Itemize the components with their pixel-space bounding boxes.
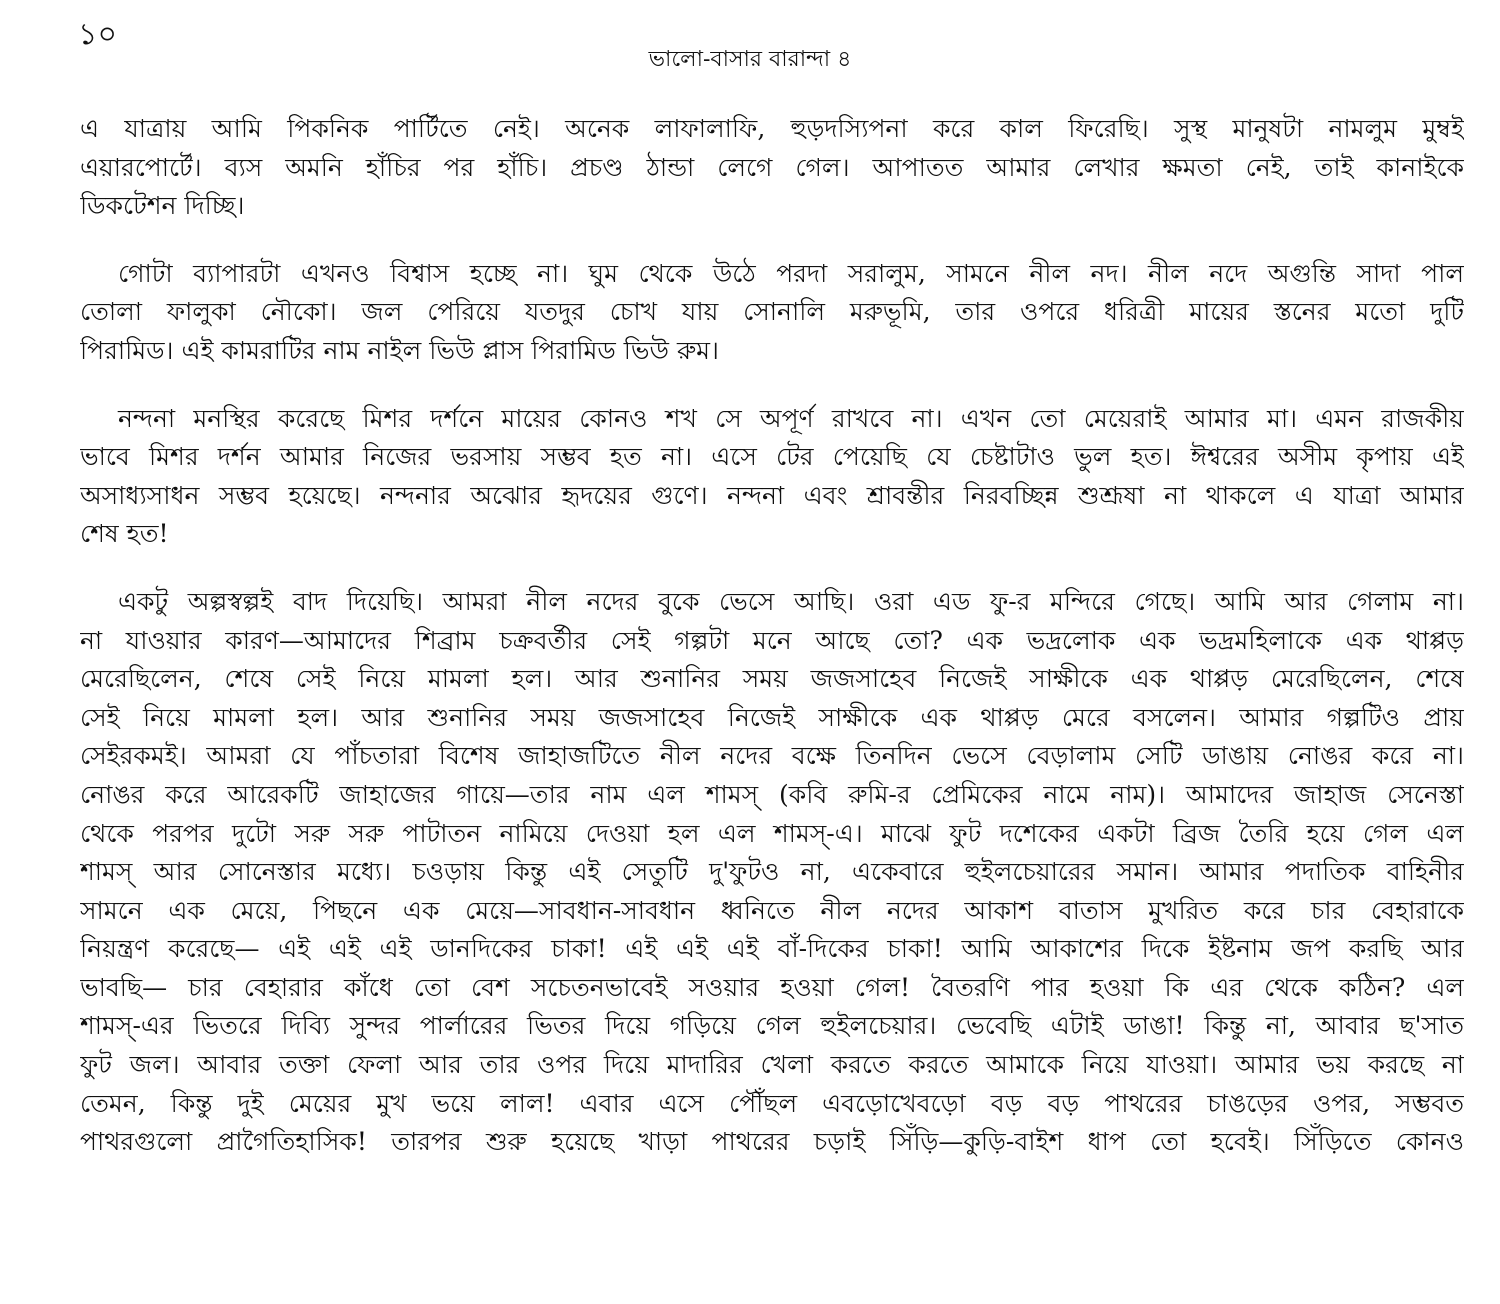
text-line: ডিকটেশন দিচ্ছি। xyxy=(80,191,245,221)
text-line: এ যাত্রায় আমি পিকনিক পার্টিতে নেই। অনেক লাফালাফি, হুড়দস্যিপনা করে কাল ফিরেছি। সুস্থ মানুষটা নামলুম মুম্বই xyxy=(80,114,1464,143)
text-line: একটু অল্পস্বল্পই বাদ দিয়েছি। আমরা নীল নদের বুকে ভেসে আছি। ওরা এড ফু-র মন্দিরে গেছে। আমি আর গেলাম না। xyxy=(118,586,1464,616)
paragraph xyxy=(80,583,1464,1162)
text-line: তোলা ফালুকা নৌকো। জল পেরিয়ে যতদুর চোখ যায় সোনালি মরুভূমি, তার ওপরে ধরিত্রী মায়ের স্তনের মতো দুটি xyxy=(80,297,1464,327)
text-line: সেইরকমই। আমরা যে পাঁচতারা বিশেষ জাহাজটিতে নীল নদের বক্ষে তিনদিন ভেসে বেড়ালাম সেটি ডাঙায় নোঙর করে না। xyxy=(80,741,1464,771)
text-line: না যাওয়ার কারণ—আমাদের শিব্রাম চক্রবর্তীর সেই গল্পটা মনে আছে তো? এক ভদ্রলোক এক ভদ্রমহিলাকে এক থাপ্পড় xyxy=(80,625,1464,655)
text-line: ভাবে মিশর দর্শন আমার নিজের ভরসায় সম্ভব হত না। এসে টের পেয়েছি যে চেষ্টাটাও ভুল হত। ঈশ্বরের অসীম কৃপায় এই xyxy=(80,442,1464,472)
text-line: নোঙর করে আরেকটি জাহাজের গায়ে—তার নাম এল শামস্ (কবি রুমি-র প্রেমিকের নামে নাম)। আমাদের জাহাজ সেনেস্তা xyxy=(80,779,1464,809)
text-line: অসাধ্যসাধন সম্ভব হয়েছে। নন্দনার অঝোর হৃদয়ের গুণে। নন্দনা এবং শ্রাবন্তীর নিরবচ্ছিন্ন শুশ্রূষা না থাকলে এ যাত্রা আমার xyxy=(80,480,1464,510)
body-text xyxy=(80,110,1464,1191)
text-line: নিয়ন্ত্রণ করেছে— এই এই এই ডানদিকের চাকা! এই এই এই বাঁ-দিকের চাকা! আমি আকাশের দিকে ইষ্টনাম জপ করছি আর xyxy=(80,934,1464,964)
text-line: মেরেছিলেন, শেষে সেই নিয়ে মামলা হল। আর শুনানির সময় জজসাহেব নিজেই সাক্ষীকে এক থাপ্পড় মেরেছিলেন, শেষে xyxy=(80,664,1464,694)
text-line: শামস্ আর সোনেস্তার মধ্যে। চওড়ায় কিন্তু এই সেতুটি দু'ফুটও না, একেবারে হুইলচেয়ারের সমান। আমার পদাতিক বাহিনীর xyxy=(80,857,1464,887)
text-line: ভাবছি— চার বেহারার কাঁধে তো বেশ সচেতনভাবেই সওয়ার হওয়া গেল! বৈতরণি পার হওয়া কি এর থেকে কঠিন? এল xyxy=(80,972,1464,1002)
text-line: পাথরগুলো প্রাগৈতিহাসিক! তারপর শুরু হয়েছে খাড়া পাথরের চড়াই সিঁড়ি—কুড়ি-বাইশ ধাপ তো হবেই। সিঁড়িতে কোনও xyxy=(80,1127,1464,1157)
paragraph xyxy=(80,110,1464,226)
text-line: সেই নিয়ে মামলা হল। আর শুনানির সময় জজসাহেব নিজেই সাক্ষীকে এক থাপ্পড় মেরে বসলেন। আমার গল্পটিও প্রায় xyxy=(80,702,1464,732)
text-line: ফুট জল। আবার তক্তা ফেলা আর তার ওপর দিয়ে মাদারির খেলা করতে করতে আমাকে নিয়ে যাওয়া। আমার ভয় করছে না xyxy=(80,1050,1464,1080)
running-title: ভালো-বাসার বারান্দা ৪ xyxy=(648,47,852,72)
text-line: তেমন, কিন্তু দুই মেয়ের মুখ ভয়ে লাল! এবার এসে পৌঁছল এবড়োখেবড়ো বড় বড় পাথরের চাঙড়ের ওপর, সম্ভবত xyxy=(80,1088,1464,1118)
text-line: শামস্-এর ভিতরে দিব্যি সুন্দর পার্লারের ভিতর দিয়ে গড়িয়ে গেল হুইলচেয়ার। ভেবেছি এটাই ডাঙা! কিন্তু না, আবার ছ'সাত xyxy=(80,1011,1464,1041)
text-line: শেষ হত! xyxy=(80,519,169,549)
text-line: গোটা ব্যাপারটা এখনও বিশ্বাস হচ্ছে না। ঘুম থেকে উঠে পরদা সরালুম, সামনে নীল নদ। নীল নদে অগুন্তি সাদা পাল xyxy=(118,258,1464,288)
page-number: ১০ xyxy=(78,17,117,52)
text-line: সামনে এক মেয়ে, পিছনে এক মেয়ে—সাবধান-সাবধান ধ্বনিতে নীল নদের আকাশ বাতাস মুখরিত করে চার বেহারাকে xyxy=(80,895,1464,925)
text-line: থেকে পরপর দুটো সরু সরু পাটাতন নামিয়ে দেওয়া হল এল শামস্-এ। মাঝে ফুট দশেকের একটা ব্রিজ তৈরি হয়ে গেল এল xyxy=(80,818,1464,848)
paragraph xyxy=(80,255,1464,371)
text-line: নন্দনা মনস্থির করেছে মিশর দর্শনে মায়ের কোনও শখ সে অপূর্ণ রাখবে না। এখন তো মেয়েরাই আমার মা। এমন রাজকীয় xyxy=(118,403,1464,433)
text-line: এয়ারপোর্টে। ব্যস অমনি হাঁচির পর হাঁচি। প্রচণ্ড ঠান্ডা লেগে গেল। আপাতত আমার লেখার ক্ষমতা নেই, তাই কানাইকে xyxy=(80,152,1464,182)
paragraph xyxy=(80,400,1464,554)
text-line: পিরামিড। এই কামরাটির নাম নাইল ভিউ প্লাস পিরামিড ভিউ রুম। xyxy=(80,335,719,365)
